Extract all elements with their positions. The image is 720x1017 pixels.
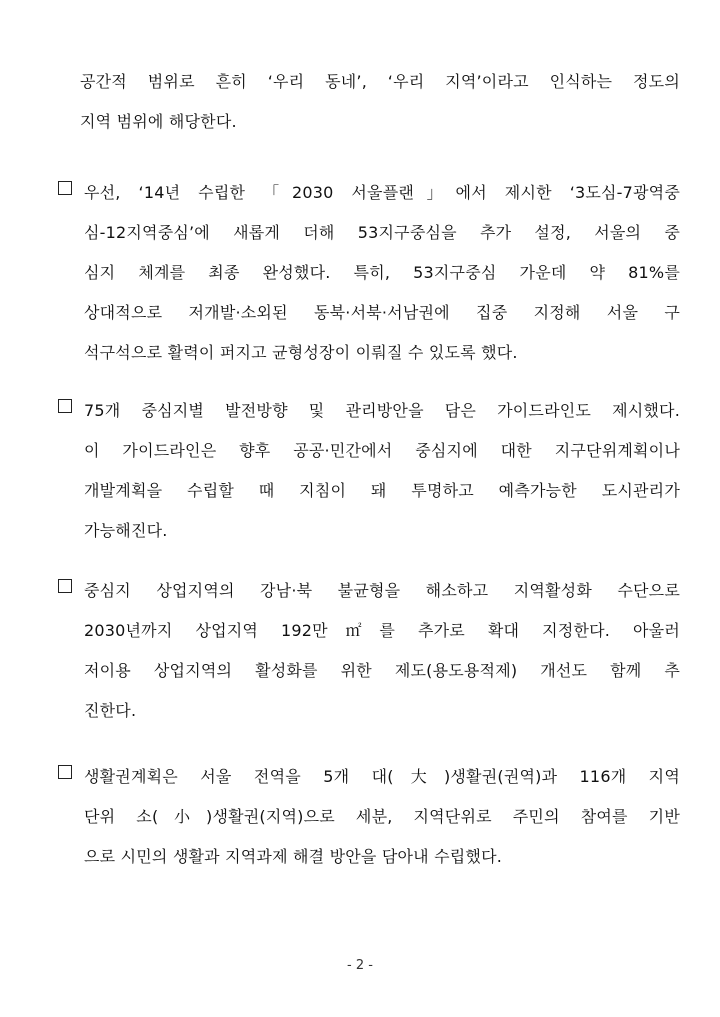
- paragraph-line: 상대적으로 저개발·소외된 동북·서북·서남권에 집중 지정해 서울 구: [84, 303, 680, 322]
- paragraph-line: 심-12지역중심’에 새롭게 더해 53지구중심을 추가 설정, 서울의 중: [84, 223, 680, 242]
- paragraph-living-area-plan: [58, 757, 680, 877]
- paragraph-line: 심지 체계를 최종 완성했다. 특히, 53지구중심 가운데 약 81%를: [84, 263, 680, 282]
- paragraph-line: 생활권계획은 서울 전역을 5개 대(大)생활권(권역)과 116개 지역: [84, 767, 680, 786]
- paragraph-line: 가능해진다.: [84, 521, 168, 540]
- intro-paragraph: [80, 62, 680, 142]
- paragraph-guidelines: [58, 391, 680, 551]
- paragraph-line: 단위 소(小)생활권(지역)으로 세분, 지역단위로 주민의 참여를 기반: [84, 807, 680, 826]
- intro-line: 공간적 범위로 흔히 ‘우리 동네’, ‘우리 지역’이라고 인식하는 정도의: [80, 72, 680, 91]
- checkbox-square-icon: [58, 181, 72, 195]
- paragraph-line: 우선, ‘14년 수립한 「2030 서울플랜」에서 제시한 ‘3도심-7광역중: [84, 183, 680, 202]
- paragraph-line: 이 가이드라인은 향후 공공·민간에서 중심지에 대한 지구단위계획이나: [84, 441, 680, 460]
- paragraph-line: 중심지 상업지역의 강남·북 불균형을 해소하고 지역활성화 수단으로: [84, 581, 680, 600]
- checkbox-square-icon: [58, 579, 72, 593]
- paragraph-line: 진한다.: [84, 701, 137, 720]
- paragraph-line: 으로 시민의 생활과 지역과제 해결 방안을 담아내 수립했다.: [84, 847, 503, 866]
- checkbox-square-icon: [58, 399, 72, 413]
- paragraph-line: 저이용 상업지역의 활성화를 위한 제도(용도용적제) 개선도 함께 추: [84, 661, 680, 680]
- paragraph-commercial-area: [58, 571, 680, 731]
- paragraph-line: 석구석으로 활력이 퍼지고 균형성장이 이뤄질 수 있도록 했다.: [84, 343, 518, 362]
- paragraph-line: 2030년까지 상업지역 192만㎡를 추가로 확대 지정한다. 아울러: [84, 621, 680, 640]
- page-number: - 2 -: [347, 958, 373, 973]
- checkbox-square-icon: [58, 765, 72, 779]
- paragraph-line: 75개 중심지별 발전방향 및 관리방안을 담은 가이드라인도 제시했다.: [84, 401, 680, 420]
- intro-line: 지역 범위에 해당한다.: [80, 112, 237, 131]
- paragraph-line: 개발계획을 수립할 때 지침이 돼 투명하고 예측가능한 도시관리가: [84, 481, 680, 500]
- paragraph-seoul-plan: [58, 173, 680, 373]
